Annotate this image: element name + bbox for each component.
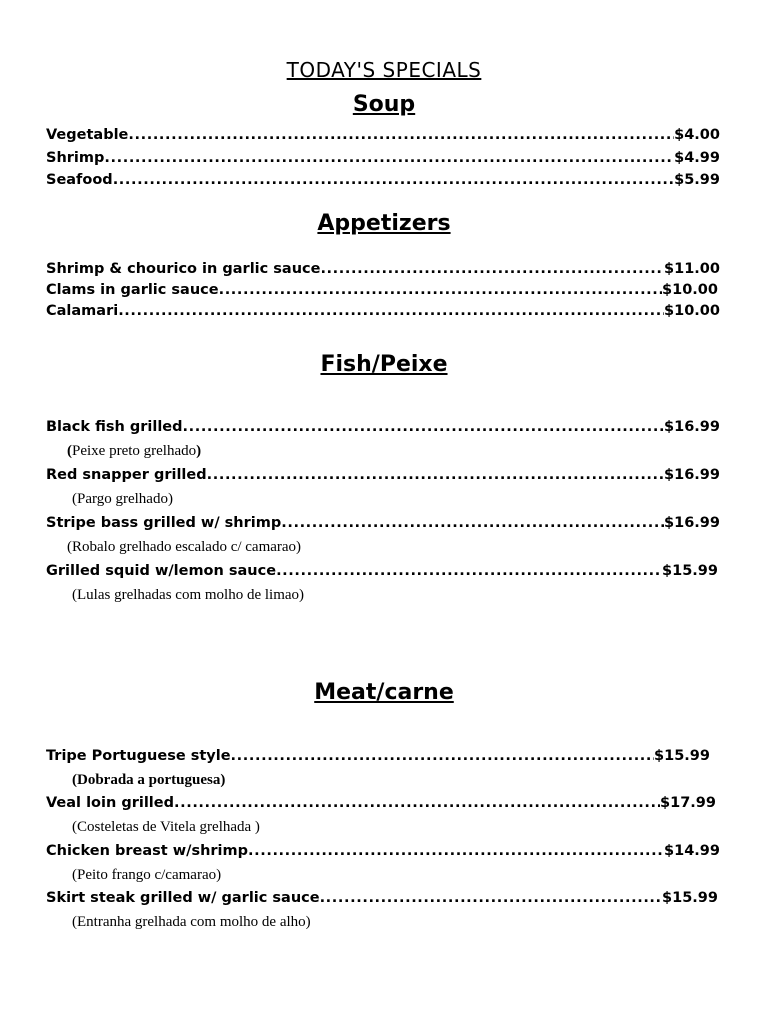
item-price: $10.00 <box>662 282 718 298</box>
paren-open: ( <box>67 443 72 459</box>
leader-dots <box>104 148 674 168</box>
leader-dots <box>174 793 660 813</box>
item-translation: (Dobrada a portuguesa) <box>72 772 226 788</box>
menu-item <box>46 417 720 437</box>
menu-item <box>46 841 720 861</box>
leader-dots <box>231 746 654 766</box>
section-heading-fish: Fish/Peixe <box>320 352 448 377</box>
item-name: Red snapper grilled <box>46 467 207 483</box>
item-name: Shrimp & chourico in garlic sauce <box>46 261 321 277</box>
menu-item <box>46 746 710 766</box>
item-translation: (Entranha grelhada com molho de alho) <box>72 914 311 930</box>
item-price: $11.00 <box>664 261 720 277</box>
menu-item <box>46 561 718 581</box>
item-price: $4.00 <box>674 127 720 143</box>
menu-item <box>46 793 716 813</box>
item-name: Tripe Portuguese style <box>46 748 231 764</box>
item-price: $14.99 <box>664 843 720 859</box>
leader-dots <box>118 301 664 321</box>
section-heading-appetizers: Appetizers <box>317 211 451 236</box>
leader-dots <box>183 417 665 437</box>
leader-dots <box>320 888 662 908</box>
item-name: Chicken breast w/shrimp <box>46 843 249 859</box>
item-price: $5.99 <box>674 172 720 188</box>
menu-item <box>46 513 720 533</box>
item-price: $15.99 <box>662 890 718 906</box>
item-name: Seafood <box>46 172 113 188</box>
item-price: $16.99 <box>664 419 720 435</box>
section-heading-meat: Meat/carne <box>314 680 454 705</box>
leader-dots <box>281 513 664 533</box>
item-translation: (Pargo grelhado) <box>72 491 173 507</box>
paren-close: ) <box>196 443 202 459</box>
item-name: Calamari <box>46 303 119 319</box>
leader-dots <box>248 841 664 861</box>
menu-item <box>46 170 720 190</box>
leader-dots <box>320 259 664 279</box>
menu-item <box>46 148 720 168</box>
section-heading-soup: Soup <box>352 92 416 117</box>
item-translation: (Costeletas de Vitela grelhada ) <box>72 819 260 835</box>
item-translation: (Lulas grelhadas com molho de limao) <box>72 587 305 603</box>
leader-dots <box>276 561 662 581</box>
menu-item <box>46 888 718 908</box>
item-price: $15.99 <box>662 563 718 579</box>
menu-item <box>46 280 718 300</box>
page-title: TODAY'S SPECIALS <box>286 58 482 82</box>
item-price: $16.99 <box>664 467 720 483</box>
menu-item <box>46 301 720 321</box>
translation-text: Peixe preto grelhado <box>72 443 197 459</box>
item-translation: (Robalo grelhado escalado c/ camarao) <box>67 539 302 555</box>
menu-item <box>46 465 720 485</box>
item-name: Vegetable <box>46 127 129 143</box>
item-name: Black fish grilled <box>46 419 183 435</box>
item-price: $17.99 <box>660 795 716 811</box>
item-price: $16.99 <box>664 515 720 531</box>
item-translation: (Peito frango c/camarao) <box>72 867 222 883</box>
item-name: Clams in garlic sauce <box>46 282 219 298</box>
item-name: Shrimp <box>46 150 105 166</box>
item-price: $15.99 <box>654 748 710 764</box>
item-price: $4.99 <box>674 150 720 166</box>
item-name: Veal loin grilled <box>46 795 174 811</box>
item-name: Skirt steak grilled w/ garlic sauce <box>46 890 320 906</box>
leader-dots <box>219 280 662 300</box>
item-translation <box>67 442 201 460</box>
leader-dots <box>128 125 674 145</box>
item-name: Stripe bass grilled w/ shrimp <box>46 515 282 531</box>
menu-item <box>46 259 720 279</box>
leader-dots <box>207 465 664 485</box>
leader-dots <box>113 170 674 190</box>
menu-item <box>46 125 720 145</box>
item-name: Grilled squid w/lemon sauce <box>46 563 277 579</box>
item-price: $10.00 <box>664 303 720 319</box>
